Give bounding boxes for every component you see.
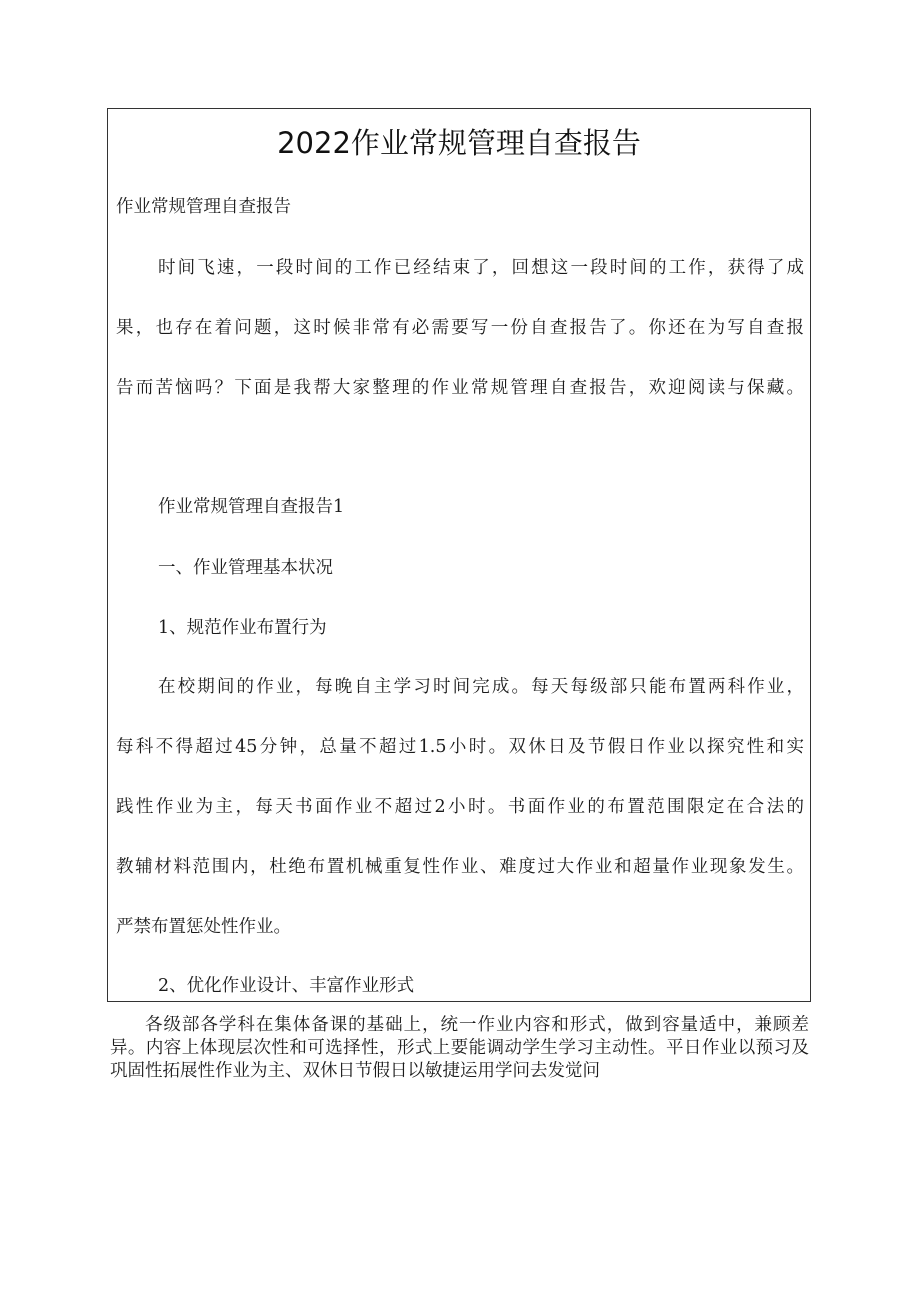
section-heading-1: 一、作业管理基本状况 xyxy=(158,558,333,578)
intro-line-1: 时间飞速，一段时间的工作已经结束了，回想这一段时间的工作，获得了成 xyxy=(158,258,804,278)
intro-line-3: 告而苦恼吗？下面是我帮大家整理的作业常规管理自查报告，欢迎阅读与保藏。 xyxy=(116,378,804,398)
intro-line-2: 果，也存在着问题，这时候非常有必需要写一份自查报告了。你还在为写自查报 xyxy=(116,318,804,338)
report-heading: 作业常规管理自查报告1 xyxy=(158,497,345,517)
item1-line-3: 践性作业为主，每天书面作业不超过2小时。书面作业的布置范围限定在合法的 xyxy=(116,797,804,817)
subtitle: 作业常规管理自查报告 xyxy=(116,197,291,217)
item1-line-4: 教辅材料范围内，杜绝布置机械重复性作业、难度过大作业和超量作业现象发生。 xyxy=(116,857,804,877)
item-heading-2: 2、优化作业设计、丰富作业形式 xyxy=(158,976,415,996)
outside-paragraph: 各级部各学科在集体备课的基础上，统一作业内容和形式，做到容量适中，兼顾差异。内容上体现层次性和可选择性，形式上要能调动学生学习主动性。平日作业以预习及巩固性拓展性作业为主、双休日节假日以敏捷运用学问去发觉问 xyxy=(110,1015,809,1081)
document-title: 2022作业常规管理自查报告 xyxy=(277,126,641,160)
item1-line-5: 严禁布置惩处性作业。 xyxy=(116,917,291,937)
item1-line-1: 在校期间的作业，每晚自主学习时间完成。每天每级部只能布置两科作业， xyxy=(158,677,804,697)
item-heading-1: 1、规范作业布置行为 xyxy=(158,618,327,638)
item1-line-2: 每科不得超过45分钟，总量不超过1.5小时。双休日及节假日作业以探究性和实 xyxy=(116,737,804,757)
document-frame xyxy=(107,108,811,1002)
